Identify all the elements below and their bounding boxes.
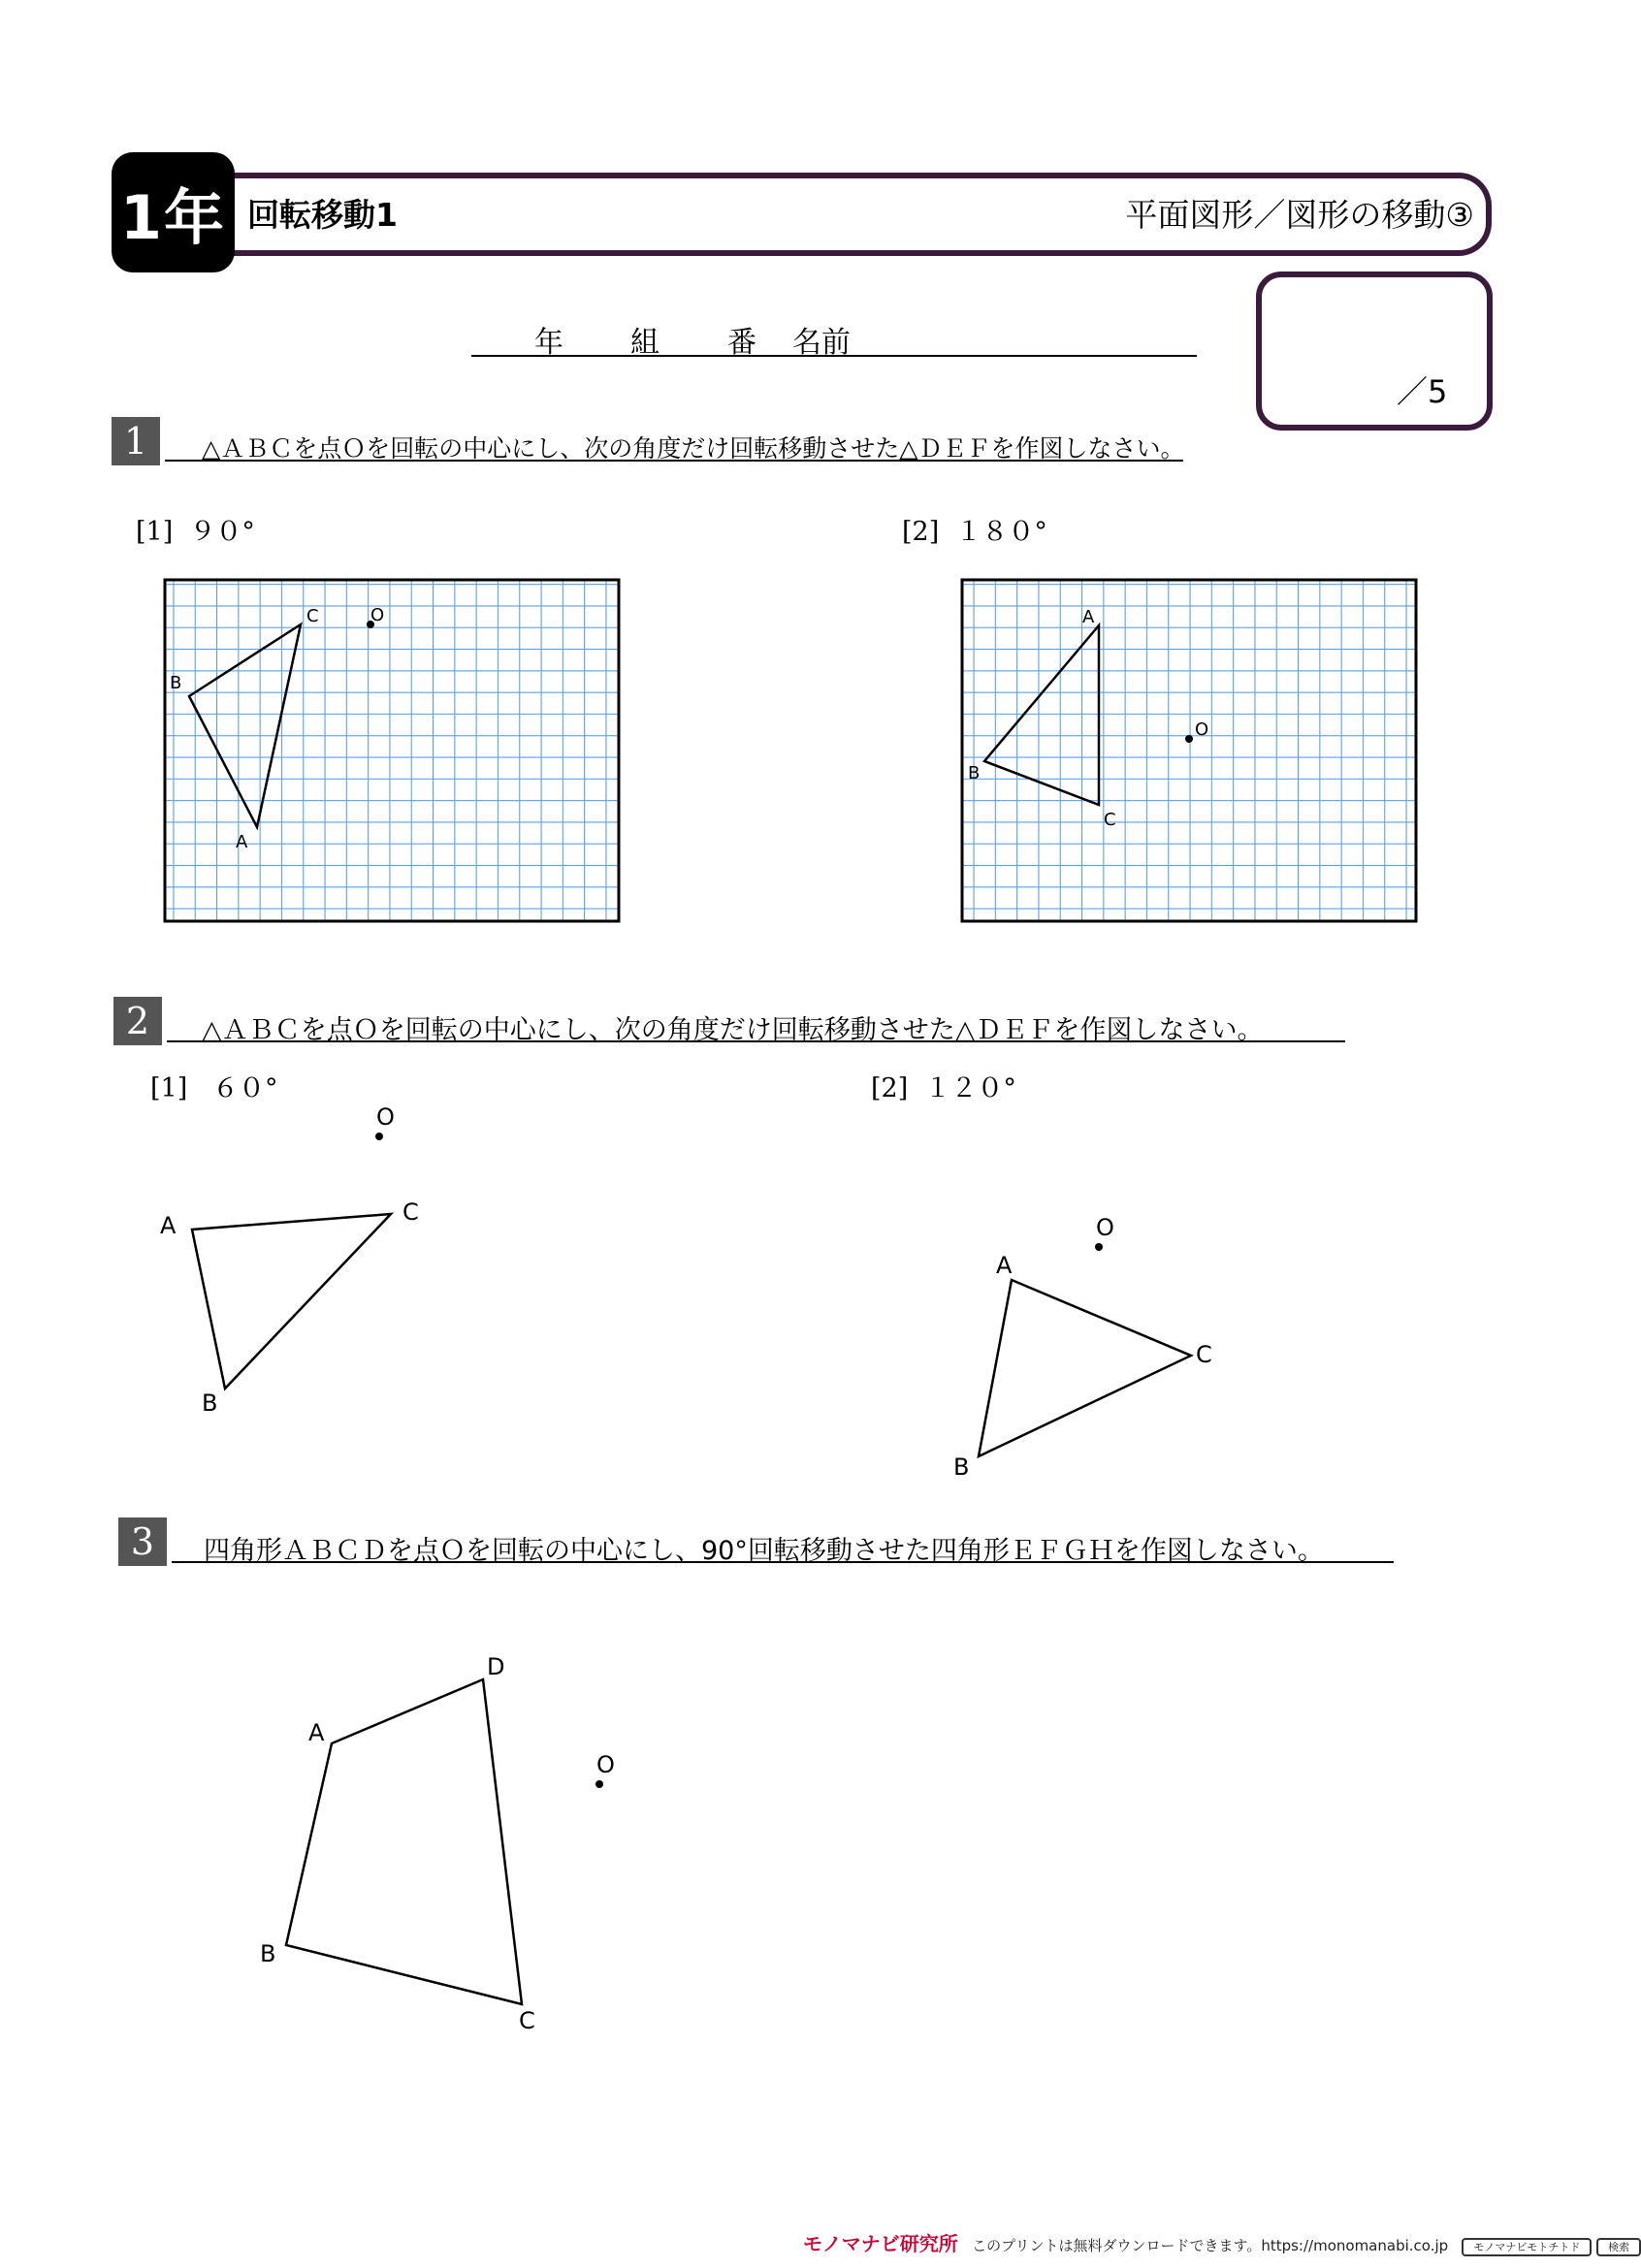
s2-p2-label-b: B — [953, 1453, 970, 1481]
s3-point-o — [595, 1780, 603, 1788]
s2-p1-label-a: A — [160, 1212, 177, 1239]
s3-label-c: C — [519, 2007, 535, 2034]
name-label: 名前 — [792, 326, 851, 360]
s1-p1-label-b: B — [170, 673, 182, 693]
s1-p1-angle: ９０° — [189, 517, 255, 547]
s3-label-o: O — [596, 1751, 615, 1778]
s3-label-a: A — [308, 1719, 325, 1746]
s1-p2-label-c: C — [1104, 810, 1116, 830]
s1-p2-point-o — [1185, 735, 1193, 743]
s1-p2-label: [2] １８０° — [902, 517, 1047, 547]
s2-p1-label-c: C — [402, 1198, 419, 1226]
s1-p2-grid — [962, 580, 1416, 921]
s2-p1-label: [1] ６０° — [150, 1073, 278, 1103]
footer-text: このプリントは無料ダウンロードできます。https://monomanabi.co.jp — [972, 2237, 1449, 2254]
s2-p2-figure — [953, 1214, 1212, 1481]
s2-p2-triangle — [979, 1280, 1191, 1456]
grade-badge: 1年 — [112, 152, 235, 272]
section-3-instruction: 四角形ＡＢＣＤを点Ｏを回転の中心にし、90°回転移動させた四角形ＥＦＧＨを作図しなさい。 — [204, 1536, 1324, 1566]
s1-p1-label-o: O — [370, 605, 385, 625]
footer-search-button[interactable]: 検索 — [1596, 2238, 1641, 2256]
s1-p1-label: [1] ９０° — [136, 517, 255, 547]
s1-p2-label-a: A — [1082, 607, 1095, 627]
footer — [803, 2228, 1641, 2256]
section-1-number: 1 — [112, 417, 160, 465]
year-label: 年 — [534, 326, 563, 360]
s2-p1-label-b: B — [202, 1390, 218, 1417]
footer-search-box[interactable]: モノマナビモトチトド — [1462, 2238, 1592, 2256]
s2-p2-label-o: O — [1096, 1214, 1114, 1241]
s2-p1-figure — [160, 1103, 419, 1417]
section-3-number: 3 — [118, 1517, 167, 1566]
s2-p2-point-o — [1095, 1243, 1103, 1251]
number-label: 番 — [727, 326, 756, 360]
s2-p2-label-a: A — [996, 1252, 1013, 1279]
s2-p1-angle: ６０° — [212, 1073, 278, 1103]
s3-label-b: B — [260, 1940, 276, 1967]
section-2-instruction: △ＡＢＣを点Ｏを回転の中心にし、次の角度だけ回転移動させた△ＤＥＦを作図しなさい。 — [202, 1015, 1264, 1045]
s2-p1-triangle — [192, 1214, 391, 1389]
s3-figure — [260, 1653, 615, 2034]
unit-title: 回転移動1 — [247, 196, 398, 234]
score-total: ／5 — [1397, 373, 1448, 410]
s2-p2-label: [2] １２０° — [871, 1073, 1016, 1103]
s3-label-d: D — [487, 1653, 505, 1680]
section-2-number: 2 — [113, 997, 162, 1045]
s2-p2-label-c: C — [1196, 1341, 1212, 1368]
class-label: 組 — [630, 326, 660, 360]
s1-p1-grid — [165, 580, 619, 921]
topic-title: 平面図形／図形の移動③ — [1125, 196, 1474, 234]
s1-p1-label-c: C — [306, 606, 319, 626]
s2-p2-angle: １２０° — [924, 1073, 1016, 1103]
s1-p2-label-b: B — [968, 763, 981, 783]
section-1-instruction: △ＡＢＣを点Ｏを回転の中心にし、次の角度だけ回転移動させた△ＤＥＦを作図しなさい。 — [202, 434, 1185, 463]
s1-p2-angle: １８０° — [955, 517, 1047, 547]
s1-p1-label-a: A — [236, 832, 248, 852]
s1-p2-label-o: O — [1195, 719, 1209, 740]
s2-p1-point-o — [375, 1133, 383, 1140]
footer-logo: モノマナビ研究所 — [803, 2232, 958, 2255]
s2-p1-label-o: O — [376, 1103, 395, 1131]
